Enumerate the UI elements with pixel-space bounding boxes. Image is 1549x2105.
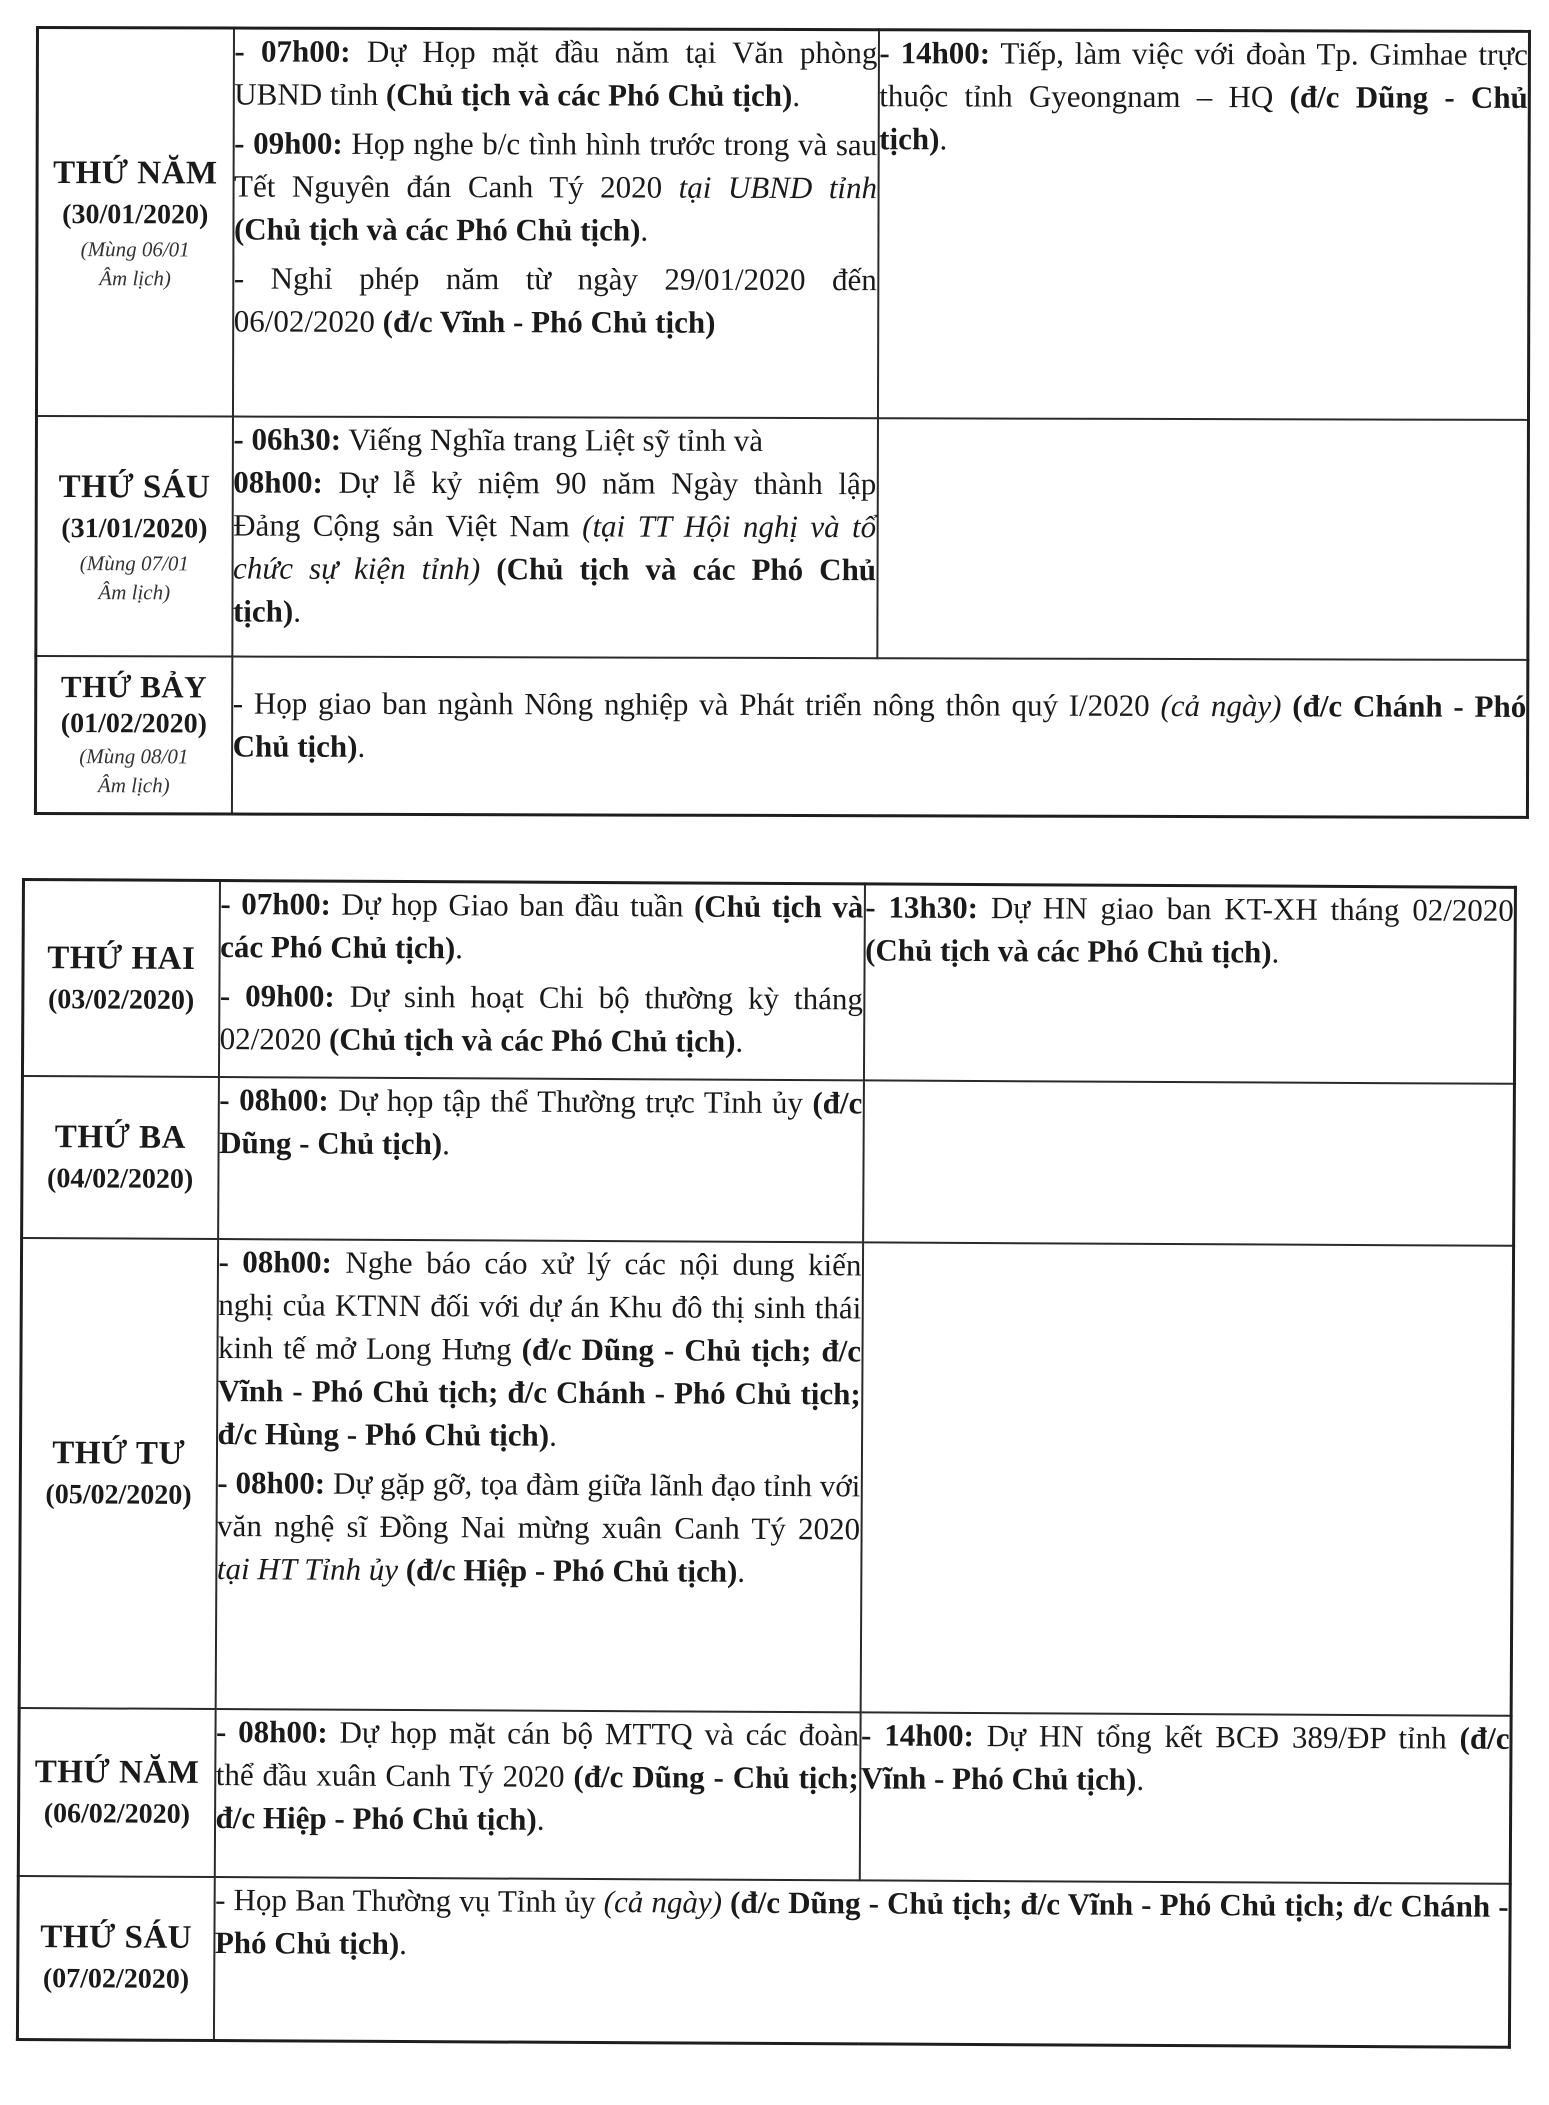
schedule-row	[22, 880, 1515, 1084]
day-name: THỨ SÁU	[40, 1919, 193, 1957]
afternoon-cell	[860, 1242, 1513, 1715]
morning-cell	[215, 1239, 862, 1712]
schedule-item: - 09h00: Họp nghe b/c tình hình trước trong và sau Tết Nguyên đán Canh Tý 2020 tại UBND tỉnh (Chủ tịch và các Phó Chủ tịch).	[233, 125, 878, 248]
day-name: THỨ NĂM	[34, 1753, 200, 1791]
day-cell	[22, 880, 219, 1077]
day-date: (06/02/2020)	[43, 1797, 191, 1830]
day-name: THỨ HAI	[47, 939, 196, 977]
schedule-item: 08h00: Dự lễ kỷ niệm 90 năm Ngày thành lập Đảng Cộng sản Việt Nam (tại TT Hội nghị và tổ chức sự kiện tỉnh) (Chủ tịch và các Phó Chủ tịch).	[232, 464, 877, 629]
schedule-row	[36, 416, 1529, 660]
afternoon-cell	[877, 418, 1529, 660]
morning-cell	[232, 416, 878, 658]
day-cell	[19, 1238, 217, 1709]
schedule-item: - 06h30: Viếng Nghĩa trang Liệt sỹ tỉnh và	[233, 421, 764, 458]
lunar-date-line2: Âm lịch)	[99, 265, 171, 291]
schedule-row	[17, 1875, 1510, 2047]
day-date: (05/02/2020)	[45, 1478, 192, 1511]
full-day-cell	[231, 656, 1527, 817]
schedule-item: - 13h30: Dự HN giao ban KT-XH tháng 02/2020 (Chủ tịch và các Phó Chủ tịch).	[865, 889, 1514, 970]
day-name: THỨ TƯ	[52, 1434, 186, 1472]
lunar-date-line2: Âm lịch)	[97, 773, 170, 798]
schedule-table-week1	[34, 26, 1531, 819]
schedule-row	[36, 28, 1529, 420]
lunar-date-line1: (Mùng 08/01	[79, 744, 189, 769]
schedule-item: - 08h00: Dự họp mặt cán bộ MTTQ và các đoàn thể đầu xuân Canh Tý 2020 (đ/c Dũng - Chủ tịch; đ/c Hiệp - Phó Chủ tịch).	[215, 1713, 860, 1837]
day-date: (01/02/2020)	[60, 708, 208, 740]
day-cell	[17, 1875, 214, 2040]
afternoon-cell	[859, 1712, 1511, 1883]
schedule-item: - 07h00: Dự Họp mặt đầu năm tại Văn phòng UBND tỉnh (Chủ tịch và các Phó Chủ tịch).	[234, 33, 878, 114]
schedule-item: - 08h00: Dự gặp gỡ, tọa đàm giữa lãnh đạo tỉnh với văn nghệ sĩ Đồng Nai mừng xuân Canh Tý 2020 tại HT Tỉnh ủy (đ/c Hiệp - Phó Chủ tịch).	[216, 1464, 861, 1589]
day-name: THỨ BA	[54, 1118, 187, 1156]
schedule-item: - Nghỉ phép năm từ ngày 29/01/2020 đến 06/02/2020 (đ/c Vĩnh - Phó Chủ tịch)	[233, 260, 877, 340]
schedule-row	[22, 1076, 1515, 1246]
day-name: THỨ SÁU	[58, 468, 211, 505]
afternoon-cell	[877, 30, 1529, 420]
day-date: (30/01/2020)	[62, 198, 209, 231]
schedule-item: - 08h00: Nghe báo cáo xử lý các nội dung kiến nghị của KTNN đối với dự án Khu đô thị sinh thái kinh tế mở Long Hưng (đ/c Dũng - Chủ tịch; đ/c Vĩnh - Phó Chủ tịch; đ/c Chánh - Phó Chủ tịch; đ/c Hùng - Phó Chủ tịch).	[217, 1243, 862, 1453]
lunar-date-line2: Âm lịch)	[98, 579, 171, 604]
morning-cell	[218, 1077, 864, 1242]
schedule-item: - 07h00: Dự họp Giao ban đầu tuần (Chủ tịch và các Phó Chủ tịch).	[220, 886, 864, 966]
day-cell	[36, 416, 233, 657]
schedule-item: - 08h00: Dự họp tập thể Thường trực Tỉnh ủy (đ/c Dũng - Chủ tịch).	[219, 1081, 863, 1161]
afternoon-cell	[863, 1080, 1515, 1245]
day-cell	[18, 1707, 215, 1876]
full-day-cell	[213, 1877, 1510, 2048]
day-name: THỨ BẢY	[60, 669, 208, 705]
schedule-item: - 14h00: Tiếp, làm việc với đoàn Tp. Gimhae trực thuộc tỉnh Gyeongnam – HQ (đ/c Dũng - Chủ tịch).	[879, 35, 1528, 157]
morning-cell	[214, 1709, 860, 1880]
schedule-row	[35, 656, 1527, 818]
schedule-row	[19, 1238, 1513, 1716]
schedule-table-week2	[16, 878, 1517, 2049]
day-cell	[35, 656, 231, 815]
day-cell	[22, 1076, 219, 1239]
schedule-item: - Họp Ban Thường vụ Tỉnh ủy (cả ngày) (đ/c Dũng - Chủ tịch; đ/c Vĩnh - Phó Chủ tịch; đ/c Chánh - Phó Chủ tịch).	[214, 1881, 1509, 1961]
day-name: THỨ NĂM	[53, 154, 218, 192]
schedule-item: - Họp giao ban ngành Nông nghiệp và Phát triển nông thôn quý I/2020 (cả ngày) (đ/c Chánh - Phó Chủ tịch).	[232, 685, 1527, 764]
morning-cell	[218, 881, 864, 1080]
day-date: (04/02/2020)	[46, 1162, 194, 1195]
lunar-date-line1: (Mùng 07/01	[79, 550, 189, 575]
schedule-item: - 14h00: Dự HN tổng kết BCĐ 389/ĐP tỉnh (đ/c Vĩnh - Phó Chủ tịch).	[860, 1716, 1510, 1797]
day-cell	[36, 28, 233, 417]
day-date: (31/01/2020)	[61, 512, 208, 544]
lunar-date-line1: (Mùng 06/01	[80, 236, 190, 262]
day-date: (07/02/2020)	[42, 1963, 190, 1996]
morning-cell	[232, 28, 878, 418]
afternoon-cell	[863, 884, 1515, 1083]
schedule-item: - 09h00: Dự sinh hoạt Chi bộ thường kỳ tháng 02/2020 (Chủ tịch và các Phó Chủ tịch).	[219, 978, 863, 1059]
schedule-row	[18, 1707, 1511, 1883]
day-date: (03/02/2020)	[47, 983, 195, 1016]
